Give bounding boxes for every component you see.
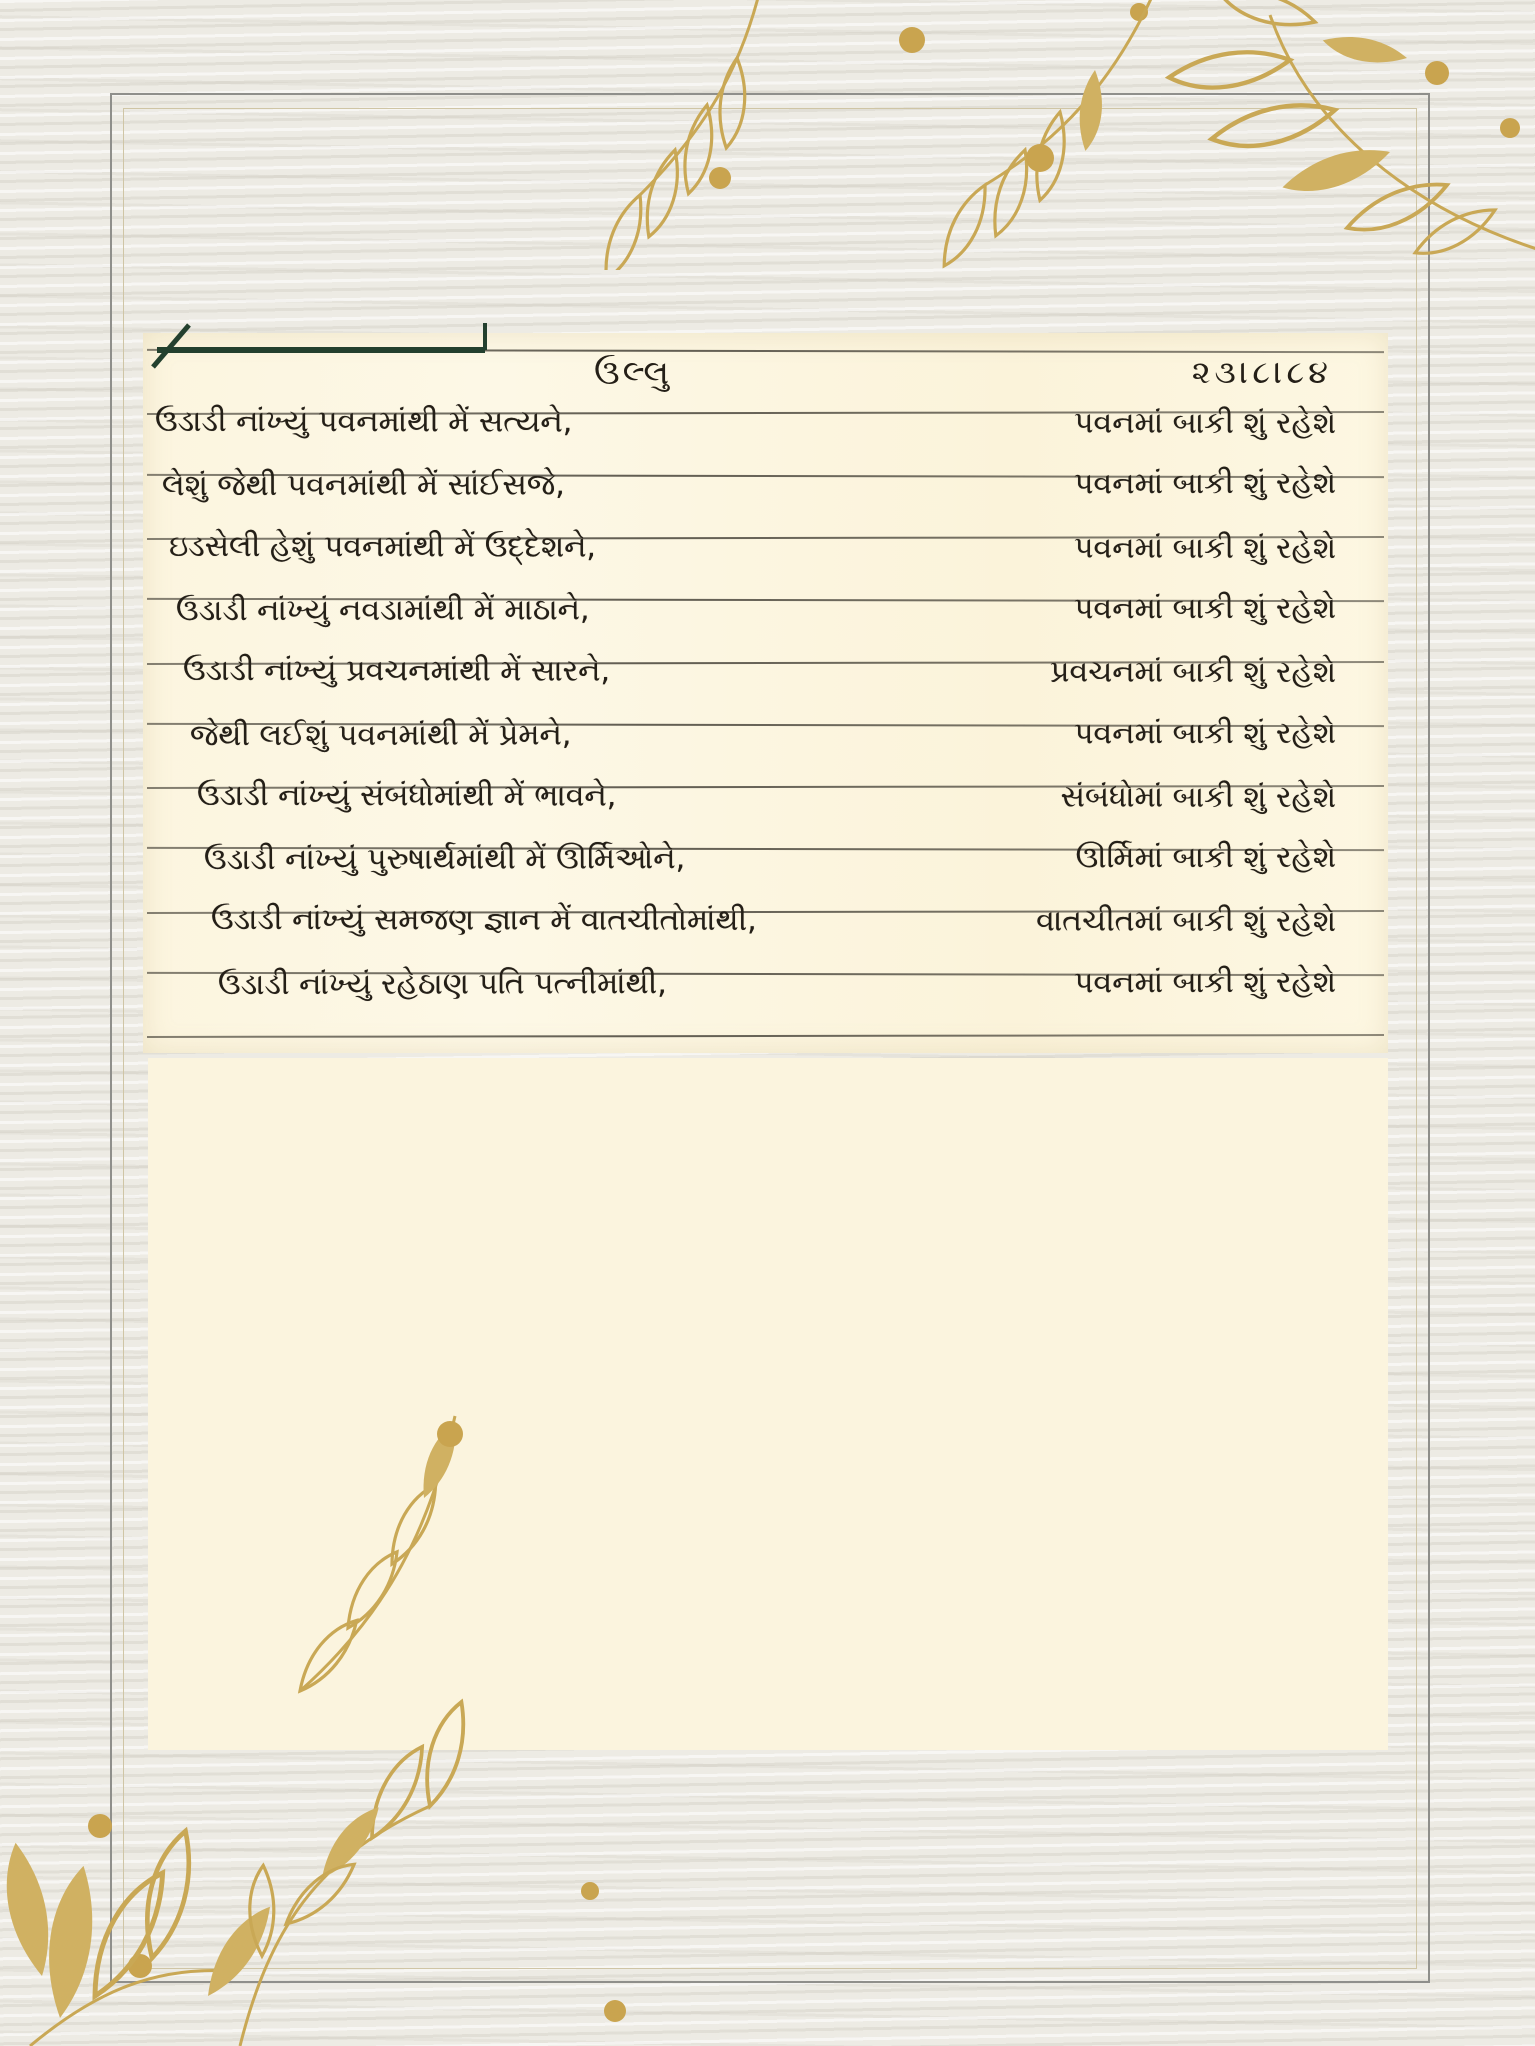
poem-line-refrain: પવનમાં બાકી શું રહેશે	[1074, 590, 1337, 627]
poem-line-first-half: ઉડાડી નાંખ્યું સંબંધોમાંથી મેં ભાવને,	[196, 777, 617, 814]
poem-line-first-half: ઉડાડી નાંખ્યું પ્રવચનમાંથી મેં સારને,	[182, 653, 611, 689]
poem-line-first-half: ઉડાડી નાંખ્યું પુરુષાર્થમાંથી મેં ઊર્મિઓને,	[203, 841, 686, 878]
poem-line-first-half: ઉડાડી નાંખ્યું નવડામાંથી મેં માઠાને,	[175, 592, 590, 629]
poem-line-first-half: ઉડાડી નાંખ્યું પવનમાંથી મેં સત્યને,	[154, 403, 573, 440]
poem-line	[143, 707, 1388, 770]
poem-line	[143, 583, 1388, 646]
poem-line-first-half: ઉડાડી નાંખ્યું સમજણ જ્ઞાન મેં વાતચીતોમાંથી,	[210, 902, 757, 939]
poem-line-refrain: પવનમાં બાકી શું રહેશે	[1074, 466, 1337, 502]
poem-line	[143, 458, 1388, 521]
poem-lines	[143, 333, 1388, 1053]
poem-line-first-half: લેશું જેથી પવનમાંથી મેં સાંઈસજે,	[161, 467, 565, 504]
poem-line	[143, 894, 1388, 956]
poem-line	[143, 770, 1388, 832]
poem-line-first-half: ઉડાડી નાંખ્યું રહેઠાણ પતિ પત્નીમાંથી,	[217, 965, 667, 1002]
poem-line-refrain: પ્રવચનમાં બાકી શું રહેશે	[1050, 654, 1337, 691]
poem-line	[143, 832, 1388, 895]
date-handwritten: ૨૩।૮।૮૪	[1191, 353, 1332, 391]
poem-line-refrain: પવનમાં બાકી શું રહેશે	[1074, 715, 1337, 751]
poem-line	[143, 521, 1388, 583]
poem-line-refrain: વાતચીતમાં બાકી શું રહેશે	[1036, 903, 1337, 940]
poem-line-refrain: પવનમાં બાકી શું રહેશે	[1074, 530, 1337, 566]
poem-line-refrain: ઊર્મિમાં બાકી શું રહેશે	[1075, 839, 1337, 876]
poem-line-first-half: જેથી લઈશું પવનમાંથી મેં પ્રેમને,	[189, 716, 572, 753]
poem-line	[143, 645, 1388, 707]
cream-panel	[148, 1058, 1388, 1750]
poem-line-refrain: પવનમાં બાકી શું રહેશે	[1074, 964, 1337, 1001]
scanned-paper	[143, 333, 1388, 1053]
page-title-handwritten: ઉલ્લુ	[593, 353, 673, 393]
poem-line-refrain: સંબંધોમાં બાકી શું રહેશે	[1060, 779, 1337, 815]
poem-line-refrain: પવનમાં બાકી શું રહેશે	[1074, 405, 1337, 441]
poem-line	[143, 396, 1388, 458]
poem-line-first-half: ઇડસેલી હેશું પવનમાંથી મેં ઉદ્દેશને,	[168, 528, 597, 565]
poem-line	[143, 956, 1388, 1019]
